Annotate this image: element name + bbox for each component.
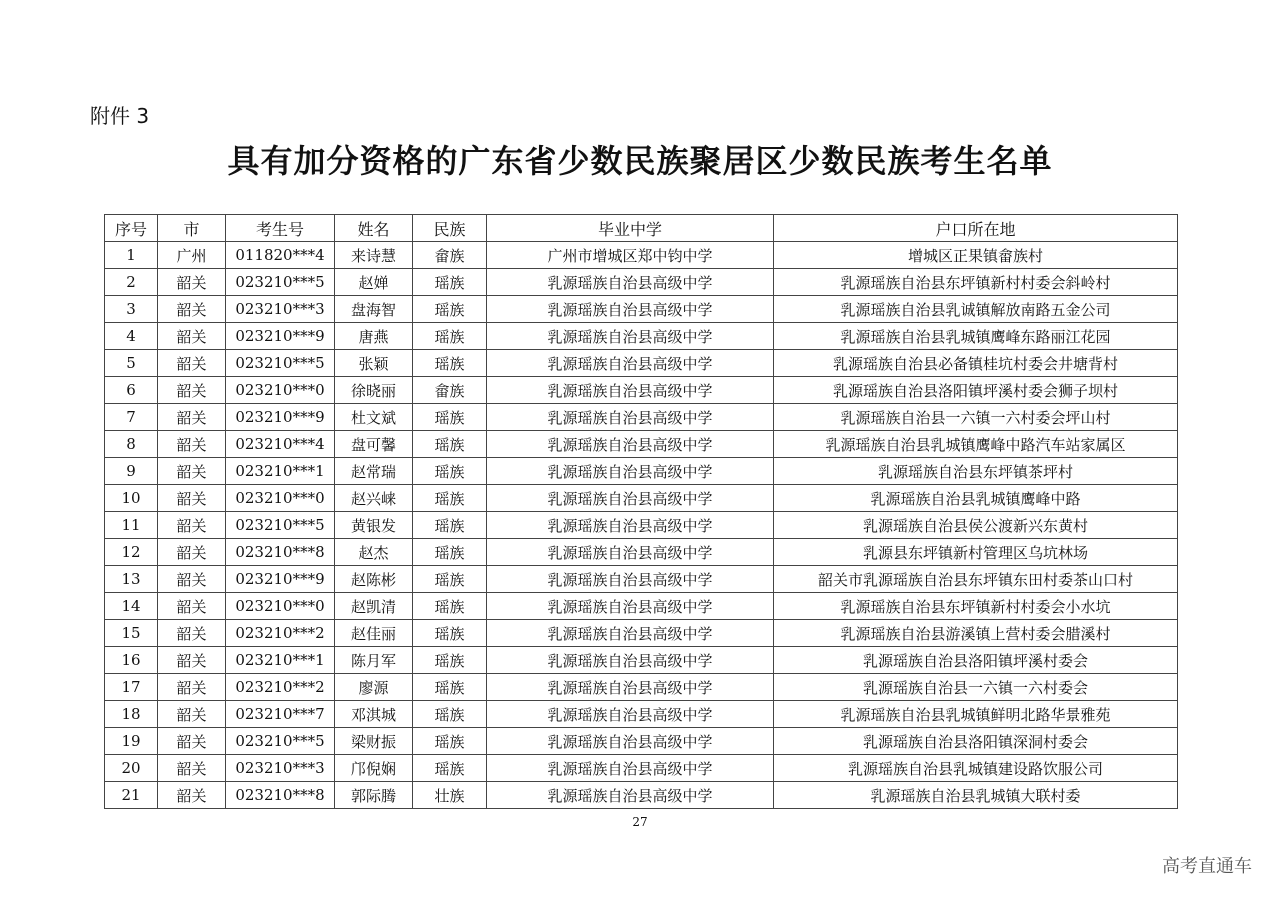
cell-name: 唐燕	[335, 323, 413, 350]
cell-exam-id: 023210***0	[226, 485, 335, 512]
cell-seq: 18	[105, 701, 158, 728]
cell-name: 赵凯清	[335, 593, 413, 620]
cell-residence: 乳源瑶族自治县乳城镇建设路饮服公司	[774, 755, 1178, 782]
cell-exam-id: 023210***5	[226, 269, 335, 296]
cell-ethnicity: 瑶族	[413, 350, 487, 377]
header-seq: 序号	[105, 215, 158, 242]
table-row	[105, 431, 1178, 458]
cell-exam-id: 023210***0	[226, 377, 335, 404]
cell-exam-id: 023210***5	[226, 728, 335, 755]
cell-school: 乳源瑶族自治县高级中学	[487, 620, 774, 647]
header-name: 姓名	[335, 215, 413, 242]
cell-school: 乳源瑶族自治县高级中学	[487, 701, 774, 728]
table-row	[105, 755, 1178, 782]
cell-city: 韶关	[158, 512, 226, 539]
cell-name: 盘可馨	[335, 431, 413, 458]
table-row	[105, 404, 1178, 431]
cell-exam-id: 023210***8	[226, 539, 335, 566]
cell-residence: 增城区正果镇畲族村	[774, 242, 1178, 269]
table-row	[105, 728, 1178, 755]
cell-exam-id: 023210***3	[226, 296, 335, 323]
cell-seq: 14	[105, 593, 158, 620]
cell-ethnicity: 瑶族	[413, 701, 487, 728]
cell-school: 乳源瑶族自治县高级中学	[487, 377, 774, 404]
cell-city: 韶关	[158, 377, 226, 404]
cell-school: 乳源瑶族自治县高级中学	[487, 512, 774, 539]
cell-ethnicity: 壮族	[413, 782, 487, 809]
cell-seq: 11	[105, 512, 158, 539]
cell-school: 乳源瑶族自治县高级中学	[487, 782, 774, 809]
cell-ethnicity: 瑶族	[413, 755, 487, 782]
cell-seq: 4	[105, 323, 158, 350]
cell-city: 韶关	[158, 593, 226, 620]
cell-seq: 2	[105, 269, 158, 296]
table-row	[105, 782, 1178, 809]
cell-name: 赵陈彬	[335, 566, 413, 593]
cell-ethnicity: 瑶族	[413, 296, 487, 323]
cell-seq: 13	[105, 566, 158, 593]
cell-exam-id: 023210***0	[226, 593, 335, 620]
header-ethnicity: 民族	[413, 215, 487, 242]
table-row	[105, 674, 1178, 701]
cell-seq: 6	[105, 377, 158, 404]
table-row	[105, 593, 1178, 620]
cell-seq: 10	[105, 485, 158, 512]
cell-school: 乳源瑶族自治县高级中学	[487, 674, 774, 701]
table-header-row	[105, 215, 1178, 242]
cell-ethnicity: 瑶族	[413, 620, 487, 647]
cell-residence: 乳源瑶族自治县东坪镇茶坪村	[774, 458, 1178, 485]
header-city: 市	[158, 215, 226, 242]
cell-ethnicity: 瑶族	[413, 512, 487, 539]
table-row	[105, 323, 1178, 350]
cell-residence: 乳源瑶族自治县侯公渡新兴东黄村	[774, 512, 1178, 539]
cell-exam-id: 023210***5	[226, 512, 335, 539]
cell-ethnicity: 畲族	[413, 242, 487, 269]
cell-school: 乳源瑶族自治县高级中学	[487, 404, 774, 431]
cell-name: 来诗慧	[335, 242, 413, 269]
cell-exam-id: 023210***2	[226, 674, 335, 701]
cell-ethnicity: 瑶族	[413, 647, 487, 674]
cell-exam-id: 023210***1	[226, 458, 335, 485]
watermark: 高考直通车	[1162, 856, 1252, 877]
cell-city: 韶关	[158, 620, 226, 647]
cell-seq: 8	[105, 431, 158, 458]
table-row	[105, 512, 1178, 539]
cell-residence: 乳源瑶族自治县乳诚镇解放南路五金公司	[774, 296, 1178, 323]
cell-name: 张颖	[335, 350, 413, 377]
cell-ethnicity: 瑶族	[413, 323, 487, 350]
cell-seq: 19	[105, 728, 158, 755]
cell-ethnicity: 瑶族	[413, 485, 487, 512]
cell-exam-id: 023210***9	[226, 404, 335, 431]
cell-school: 乳源瑶族自治县高级中学	[487, 647, 774, 674]
cell-ethnicity: 瑶族	[413, 728, 487, 755]
cell-ethnicity: 瑶族	[413, 269, 487, 296]
cell-seq: 7	[105, 404, 158, 431]
cell-city: 韶关	[158, 431, 226, 458]
cell-name: 杜文斌	[335, 404, 413, 431]
cell-school: 乳源瑶族自治县高级中学	[487, 269, 774, 296]
table-row	[105, 647, 1178, 674]
candidate-table	[104, 214, 1178, 809]
cell-city: 韶关	[158, 647, 226, 674]
cell-name: 赵婵	[335, 269, 413, 296]
cell-city: 韶关	[158, 458, 226, 485]
cell-city: 韶关	[158, 404, 226, 431]
header-school: 毕业中学	[487, 215, 774, 242]
cell-name: 廖源	[335, 674, 413, 701]
cell-ethnicity: 瑶族	[413, 674, 487, 701]
cell-seq: 21	[105, 782, 158, 809]
cell-school: 乳源瑶族自治县高级中学	[487, 566, 774, 593]
cell-residence: 乳源县东坪镇新村管理区乌坑林场	[774, 539, 1178, 566]
cell-school: 乳源瑶族自治县高级中学	[487, 296, 774, 323]
cell-residence: 乳源瑶族自治县一六镇一六村委会坪山村	[774, 404, 1178, 431]
cell-residence: 乳源瑶族自治县一六镇一六村委会	[774, 674, 1178, 701]
cell-name: 赵兴崃	[335, 485, 413, 512]
cell-name: 徐晓丽	[335, 377, 413, 404]
cell-exam-id: 023210***7	[226, 701, 335, 728]
cell-residence: 乳源瑶族自治县乳城镇大联村委	[774, 782, 1178, 809]
cell-residence: 乳源瑶族自治县必备镇桂坑村委会井塘背村	[774, 350, 1178, 377]
cell-residence: 韶关市乳源瑶族自治县东坪镇东田村委茶山口村	[774, 566, 1178, 593]
document-title: 具有加分资格的广东省少数民族聚居区少数民族考生名单	[227, 142, 1053, 180]
cell-residence: 乳源瑶族自治县乳城镇鹰峰东路丽江花园	[774, 323, 1178, 350]
table-row	[105, 701, 1178, 728]
header-residence: 户口所在地	[774, 215, 1178, 242]
cell-city: 韶关	[158, 269, 226, 296]
cell-ethnicity: 瑶族	[413, 539, 487, 566]
cell-ethnicity: 瑶族	[413, 458, 487, 485]
cell-city: 韶关	[158, 296, 226, 323]
cell-city: 韶关	[158, 566, 226, 593]
header-exam-id: 考生号	[226, 215, 335, 242]
cell-exam-id: 023210***1	[226, 647, 335, 674]
cell-seq: 1	[105, 242, 158, 269]
cell-seq: 5	[105, 350, 158, 377]
cell-residence: 乳源瑶族自治县游溪镇上营村委会腊溪村	[774, 620, 1178, 647]
table-row	[105, 296, 1178, 323]
table-row	[105, 620, 1178, 647]
cell-residence: 乳源瑶族自治县乳城镇鲜明北路华景雅苑	[774, 701, 1178, 728]
cell-exam-id: 023210***4	[226, 431, 335, 458]
table-row	[105, 377, 1178, 404]
cell-school: 广州市增城区郑中钧中学	[487, 242, 774, 269]
cell-seq: 12	[105, 539, 158, 566]
cell-residence: 乳源瑶族自治县东坪镇新村村委会小水坑	[774, 593, 1178, 620]
cell-name: 赵佳丽	[335, 620, 413, 647]
cell-seq: 16	[105, 647, 158, 674]
cell-school: 乳源瑶族自治县高级中学	[487, 593, 774, 620]
cell-school: 乳源瑶族自治县高级中学	[487, 458, 774, 485]
cell-residence: 乳源瑶族自治县洛阳镇坪溪村委会狮子坝村	[774, 377, 1178, 404]
cell-school: 乳源瑶族自治县高级中学	[487, 431, 774, 458]
cell-name: 梁财振	[335, 728, 413, 755]
cell-seq: 9	[105, 458, 158, 485]
cell-residence: 乳源瑶族自治县洛阳镇深洞村委会	[774, 728, 1178, 755]
cell-city: 韶关	[158, 782, 226, 809]
cell-city: 韶关	[158, 755, 226, 782]
cell-seq: 20	[105, 755, 158, 782]
cell-school: 乳源瑶族自治县高级中学	[487, 323, 774, 350]
cell-ethnicity: 瑶族	[413, 431, 487, 458]
cell-school: 乳源瑶族自治县高级中学	[487, 539, 774, 566]
cell-name: 赵杰	[335, 539, 413, 566]
cell-exam-id: 023210***2	[226, 620, 335, 647]
cell-residence: 乳源瑶族自治县洛阳镇坪溪村委会	[774, 647, 1178, 674]
cell-name: 赵常瑞	[335, 458, 413, 485]
page-number: 27	[632, 815, 648, 829]
cell-residence: 乳源瑶族自治县乳城镇鹰峰中路汽车站家属区	[774, 431, 1178, 458]
cell-city: 韶关	[158, 323, 226, 350]
cell-exam-id: 023210***3	[226, 755, 335, 782]
cell-name: 黄银发	[335, 512, 413, 539]
cell-city: 韶关	[158, 674, 226, 701]
table-row	[105, 350, 1178, 377]
cell-ethnicity: 瑶族	[413, 404, 487, 431]
table-row	[105, 242, 1178, 269]
attachment-label: 附件 3	[90, 104, 150, 128]
table-row	[105, 485, 1178, 512]
cell-city: 韶关	[158, 485, 226, 512]
cell-ethnicity: 瑶族	[413, 593, 487, 620]
table-row	[105, 269, 1178, 296]
cell-school: 乳源瑶族自治县高级中学	[487, 755, 774, 782]
cell-city: 韶关	[158, 539, 226, 566]
cell-residence: 乳源瑶族自治县乳城镇鹰峰中路	[774, 485, 1178, 512]
cell-residence: 乳源瑶族自治县东坪镇新村村委会斜岭村	[774, 269, 1178, 296]
table-row	[105, 458, 1178, 485]
cell-ethnicity: 瑶族	[413, 566, 487, 593]
table-row	[105, 566, 1178, 593]
cell-ethnicity: 畲族	[413, 377, 487, 404]
cell-name: 邝倪娴	[335, 755, 413, 782]
cell-city: 韶关	[158, 701, 226, 728]
cell-name: 陈月军	[335, 647, 413, 674]
cell-city: 韶关	[158, 350, 226, 377]
cell-name: 邓淇城	[335, 701, 413, 728]
cell-seq: 15	[105, 620, 158, 647]
table-row	[105, 539, 1178, 566]
cell-seq: 17	[105, 674, 158, 701]
cell-school: 乳源瑶族自治县高级中学	[487, 728, 774, 755]
cell-school: 乳源瑶族自治县高级中学	[487, 485, 774, 512]
cell-name: 盘海智	[335, 296, 413, 323]
cell-school: 乳源瑶族自治县高级中学	[487, 350, 774, 377]
cell-exam-id: 023210***8	[226, 782, 335, 809]
cell-exam-id: 011820***4	[226, 242, 335, 269]
cell-city: 广州	[158, 242, 226, 269]
cell-seq: 3	[105, 296, 158, 323]
cell-city: 韶关	[158, 728, 226, 755]
cell-exam-id: 023210***9	[226, 566, 335, 593]
cell-exam-id: 023210***9	[226, 323, 335, 350]
cell-name: 郭际腾	[335, 782, 413, 809]
cell-exam-id: 023210***5	[226, 350, 335, 377]
